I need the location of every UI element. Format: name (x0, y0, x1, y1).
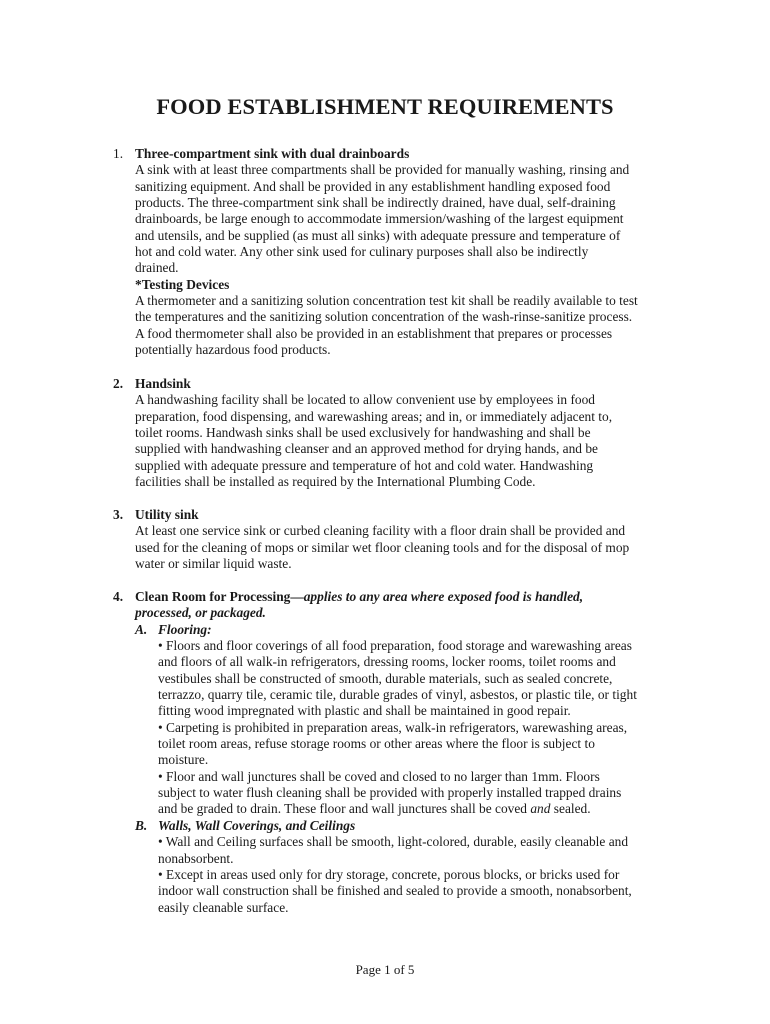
heading-italic-note-cont: processed, or packaged. (135, 605, 266, 621)
section-3 (113, 507, 673, 572)
section-number: 3. (113, 507, 124, 522)
section-number: 2. (113, 376, 124, 391)
paragraph-line: hot and cold water. Any other sink used for culinary purposes shall also be indirectly (135, 244, 589, 260)
line-text-end: sealed. (550, 801, 591, 817)
subsection-a-heading (135, 622, 673, 638)
paragraph-line: products. The three-compartment sink shall be indirectly drained, have dual, self-draining (135, 195, 616, 211)
section-4 (113, 589, 673, 916)
section-heading: Utility sink (135, 507, 199, 522)
section-number: 1. (113, 146, 124, 161)
paragraph-line: A food thermometer shall also be provided in an establishment that prepares or processes (135, 325, 613, 341)
paragraph-line: drainboards, be large enough to accommodate immersion/washing of the largest equipment (135, 211, 624, 227)
bullet-line-last (158, 801, 673, 817)
subsection-b-heading (135, 818, 673, 834)
bullet-line: • Wall and Ceiling surfaces shall be smooth, light-colored, durable, easily cleanable and (158, 834, 629, 850)
section-2 (113, 376, 673, 490)
subsection-title: Walls, Wall Coverings, and Ceilings (158, 817, 356, 833)
bullet-line: • Floors and floor coverings of all food preparation, food storage and warewashing areas (158, 638, 632, 654)
paragraph-line: used for the cleaning of mops or similar wet floor cleaning tools and for the disposal of mop (135, 539, 630, 555)
section-subheading: *Testing Devices (135, 276, 230, 292)
paragraph-line: potentially hazardous food products. (135, 342, 331, 358)
paragraph-line: At least one service sink or curbed cleaning facility with a floor drain shall be provided and (135, 523, 626, 539)
section-number: 4. (113, 589, 124, 604)
paragraph-line: the temperatures and the sanitizing solution concentration of the wash-rinse-sanitize process. (135, 309, 633, 325)
paragraph-line: sanitizing equipment. And shall be provided in any establishment handling exposed food (135, 178, 611, 194)
paragraph-line: A sink with at least three compartments shall be provided for manually washing, rinsing and (135, 162, 630, 178)
paragraph-line: facilities shall be installed as required by the International Plumbing Code. (135, 474, 536, 490)
section-heading: Handsink (135, 376, 191, 391)
subsection-label: B. (135, 817, 148, 833)
section-1 (113, 146, 673, 358)
page-title: FOOD ESTABLISHMENT REQUIREMENTS (156, 94, 614, 119)
page-footer: Page 1 of 5 (355, 962, 415, 977)
paragraph-line: supplied with handwashing cleanser and an approved method for drying hands, and be (135, 441, 598, 457)
section-heading-text: Clean Room for Processing (135, 589, 291, 604)
bullet-line: indoor wall construction shall be finished and sealed to provide a smooth, nonabsorbent, (158, 883, 632, 899)
bullet-line: terrazzo, quarry tile, ceramic tile, durable grades of vinyl, asbestos, or plastic tile, or tight (158, 687, 637, 703)
paragraph-line: drained. (135, 260, 179, 276)
bullet-line: toilet room areas, refuse storage rooms or other areas where the floor is subject to (158, 736, 595, 752)
bullet-line: subject to water flush cleaning shall be provided with properly installed trapped drains (158, 785, 622, 801)
paragraph-line: preparation, food dispensing, and warewashing areas; and in, or immediately adjacent to, (135, 408, 613, 424)
bullet-line: and floors of all walk-in refrigerators, dressing rooms, locker rooms, toilet rooms and (158, 654, 616, 670)
bullet-line: easily cleanable surface. (158, 899, 289, 915)
bullet-line: • Floor and wall junctures shall be coved and closed to no larger than 1mm. Floors (158, 768, 600, 784)
section-heading (135, 589, 673, 605)
paragraph-line: toilet rooms. Handwash sinks shall be used exclusively for handwashing and shall be (135, 425, 591, 441)
subsection-label: A. (135, 621, 148, 637)
paragraph-line: supplied with adequate pressure and temperature of hot and cold water. Handwashing (135, 457, 594, 473)
paragraph-line: A handwashing facility shall be located to allow convenient use by employees in food (135, 392, 596, 408)
bullet-line: nonabsorbent. (158, 850, 234, 866)
line-text: and be graded to drain. These floor and wall junctures shall be coved (158, 801, 531, 817)
subsection-title: Flooring: (158, 621, 212, 637)
paragraph-line: and utensils, and be supplied (as must all sinks) with adequate pressure and temperature of (135, 227, 621, 243)
bullet-line: • Carpeting is prohibited in preparation areas, walk-in refrigerators, warewashing areas, (158, 719, 628, 735)
bullet-line: moisture. (158, 752, 209, 768)
line-emphasis: and (530, 801, 551, 817)
heading-italic-note: applies to any area where exposed food is handled, (303, 589, 584, 604)
paragraph-line: A thermometer and a sanitizing solution concentration test kit shall be readily available to test (135, 293, 638, 309)
section-heading: Three-compartment sink with dual drainboards (135, 146, 410, 161)
heading-dash: — (290, 589, 304, 604)
bullet-line: • Except in areas used only for dry storage, concrete, porous blocks, or bricks used for (158, 866, 620, 882)
bullet-line: fitting wood impregnated with plastic and shall be maintained in good repair. (158, 703, 571, 719)
bullet-line: vestibules shall be constructed of smooth, durable materials, such as sealed concrete, (158, 670, 613, 686)
paragraph-line: water or similar liquid waste. (135, 556, 292, 572)
